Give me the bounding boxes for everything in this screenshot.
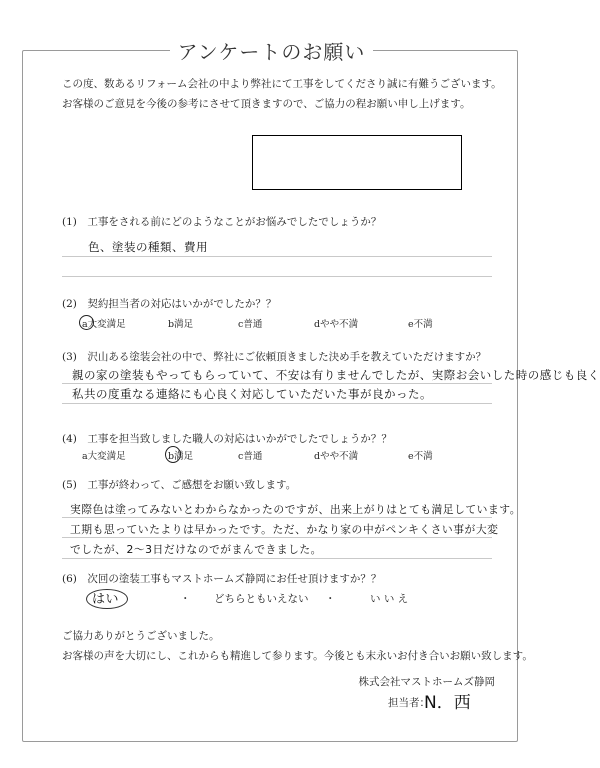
q6-separator: ・	[180, 593, 191, 605]
redacted-box	[252, 135, 462, 190]
question-3-answer-line-1: 親の家の塗装もやってもらっていて、不安は有りませんでしたが、実際お会いした時の感じも良く	[72, 368, 600, 382]
question-4-label: (4) 工事を担当致しました職人の対応はいかがでしたでしょうか？？	[62, 433, 392, 445]
q2-option-a: a大変満足	[82, 319, 126, 330]
question-5-answer-line-1: 実際色は塗ってみないとわからなかったのですが、出来上がりはとても満足しています。	[70, 503, 522, 516]
q6-option-neither: どちらともいえない	[214, 593, 309, 605]
staff-signature: N．西	[424, 693, 471, 713]
closing-text	[62, 626, 533, 666]
answer-rule	[62, 558, 492, 559]
question-5-answer-line-2: 工期も思っていたよりは早かったです。ただ、かなり家の中がペンキくさい事が大変	[70, 523, 499, 536]
intro-line-2: お客様のご意見を今後の参考にさせて頂きますので、ご協力の程お願い申し上げます。	[62, 98, 471, 110]
q4-option-b: b満足	[168, 451, 194, 462]
answer-rule	[62, 383, 492, 384]
question-1-label: (1) 工事をされる前にどのようなことがお悩みでしたでしょうか？	[62, 216, 382, 228]
company-name: 株式会社マストホームズ静岡	[358, 676, 495, 688]
intro-line-1: この度、数あるリフォーム会社の中より弊社にて工事をしてくださり誠に有難うございます。	[62, 78, 502, 90]
question-5-answer-line-3: でしたが、2〜3日だけなのでがまんできました。	[70, 543, 322, 556]
q4-option-d: dやや不満	[314, 451, 359, 462]
selected-mark-circle	[165, 446, 181, 463]
question-3-answer-line-2: 私共の度重なる連絡にも心良く対応していただいた事が良かった。	[72, 387, 432, 401]
staff-label: 担当者：	[388, 697, 430, 709]
q2-option-c: c普通	[238, 319, 263, 330]
question-2-label: (2) 契約担当者の対応はいかがでしたか？？	[62, 298, 277, 310]
answer-rule	[62, 256, 492, 257]
closing-line-2: お客様の声を大切にし、これからも精進して参ります。今後とも末永いお付き合いお願い致します。	[62, 650, 533, 662]
selected-mark-circle	[86, 589, 128, 609]
q4-option-e: e不満	[408, 451, 433, 462]
answer-rule	[62, 276, 492, 277]
question-1-answer: 色、塗装の種類、費用	[88, 240, 208, 254]
q2-option-b: b満足	[168, 319, 194, 330]
selected-mark-circle	[79, 315, 94, 330]
question-5-label: (5) 工事が終わって、ご感想をお願い致します。	[62, 479, 297, 491]
closing-line-1: ご協力ありがとうございました。	[62, 630, 220, 642]
answer-rule	[62, 517, 492, 518]
answer-rule	[62, 403, 492, 404]
intro-text	[62, 74, 502, 114]
q6-separator: ・	[325, 593, 336, 605]
question-6-label: (6) 次回の塗装工事もマストホームズ静岡にお任せ頂けますか？？	[62, 573, 382, 585]
q6-option-yes: はい	[92, 592, 120, 607]
q2-option-d: dやや不満	[314, 319, 359, 330]
answer-rule	[62, 537, 492, 538]
survey-title: アンケートのお願い	[170, 36, 374, 65]
q6-option-no: い い え	[370, 593, 409, 605]
q4-option-c: c普通	[238, 451, 263, 462]
q2-option-e: e不満	[408, 319, 433, 330]
q4-option-a: a大変満足	[82, 451, 126, 462]
question-3-label: (3) 沢山ある塗装会社の中で、弊社にご依頼頂きました決め手を教えていただけますか？	[62, 351, 487, 363]
